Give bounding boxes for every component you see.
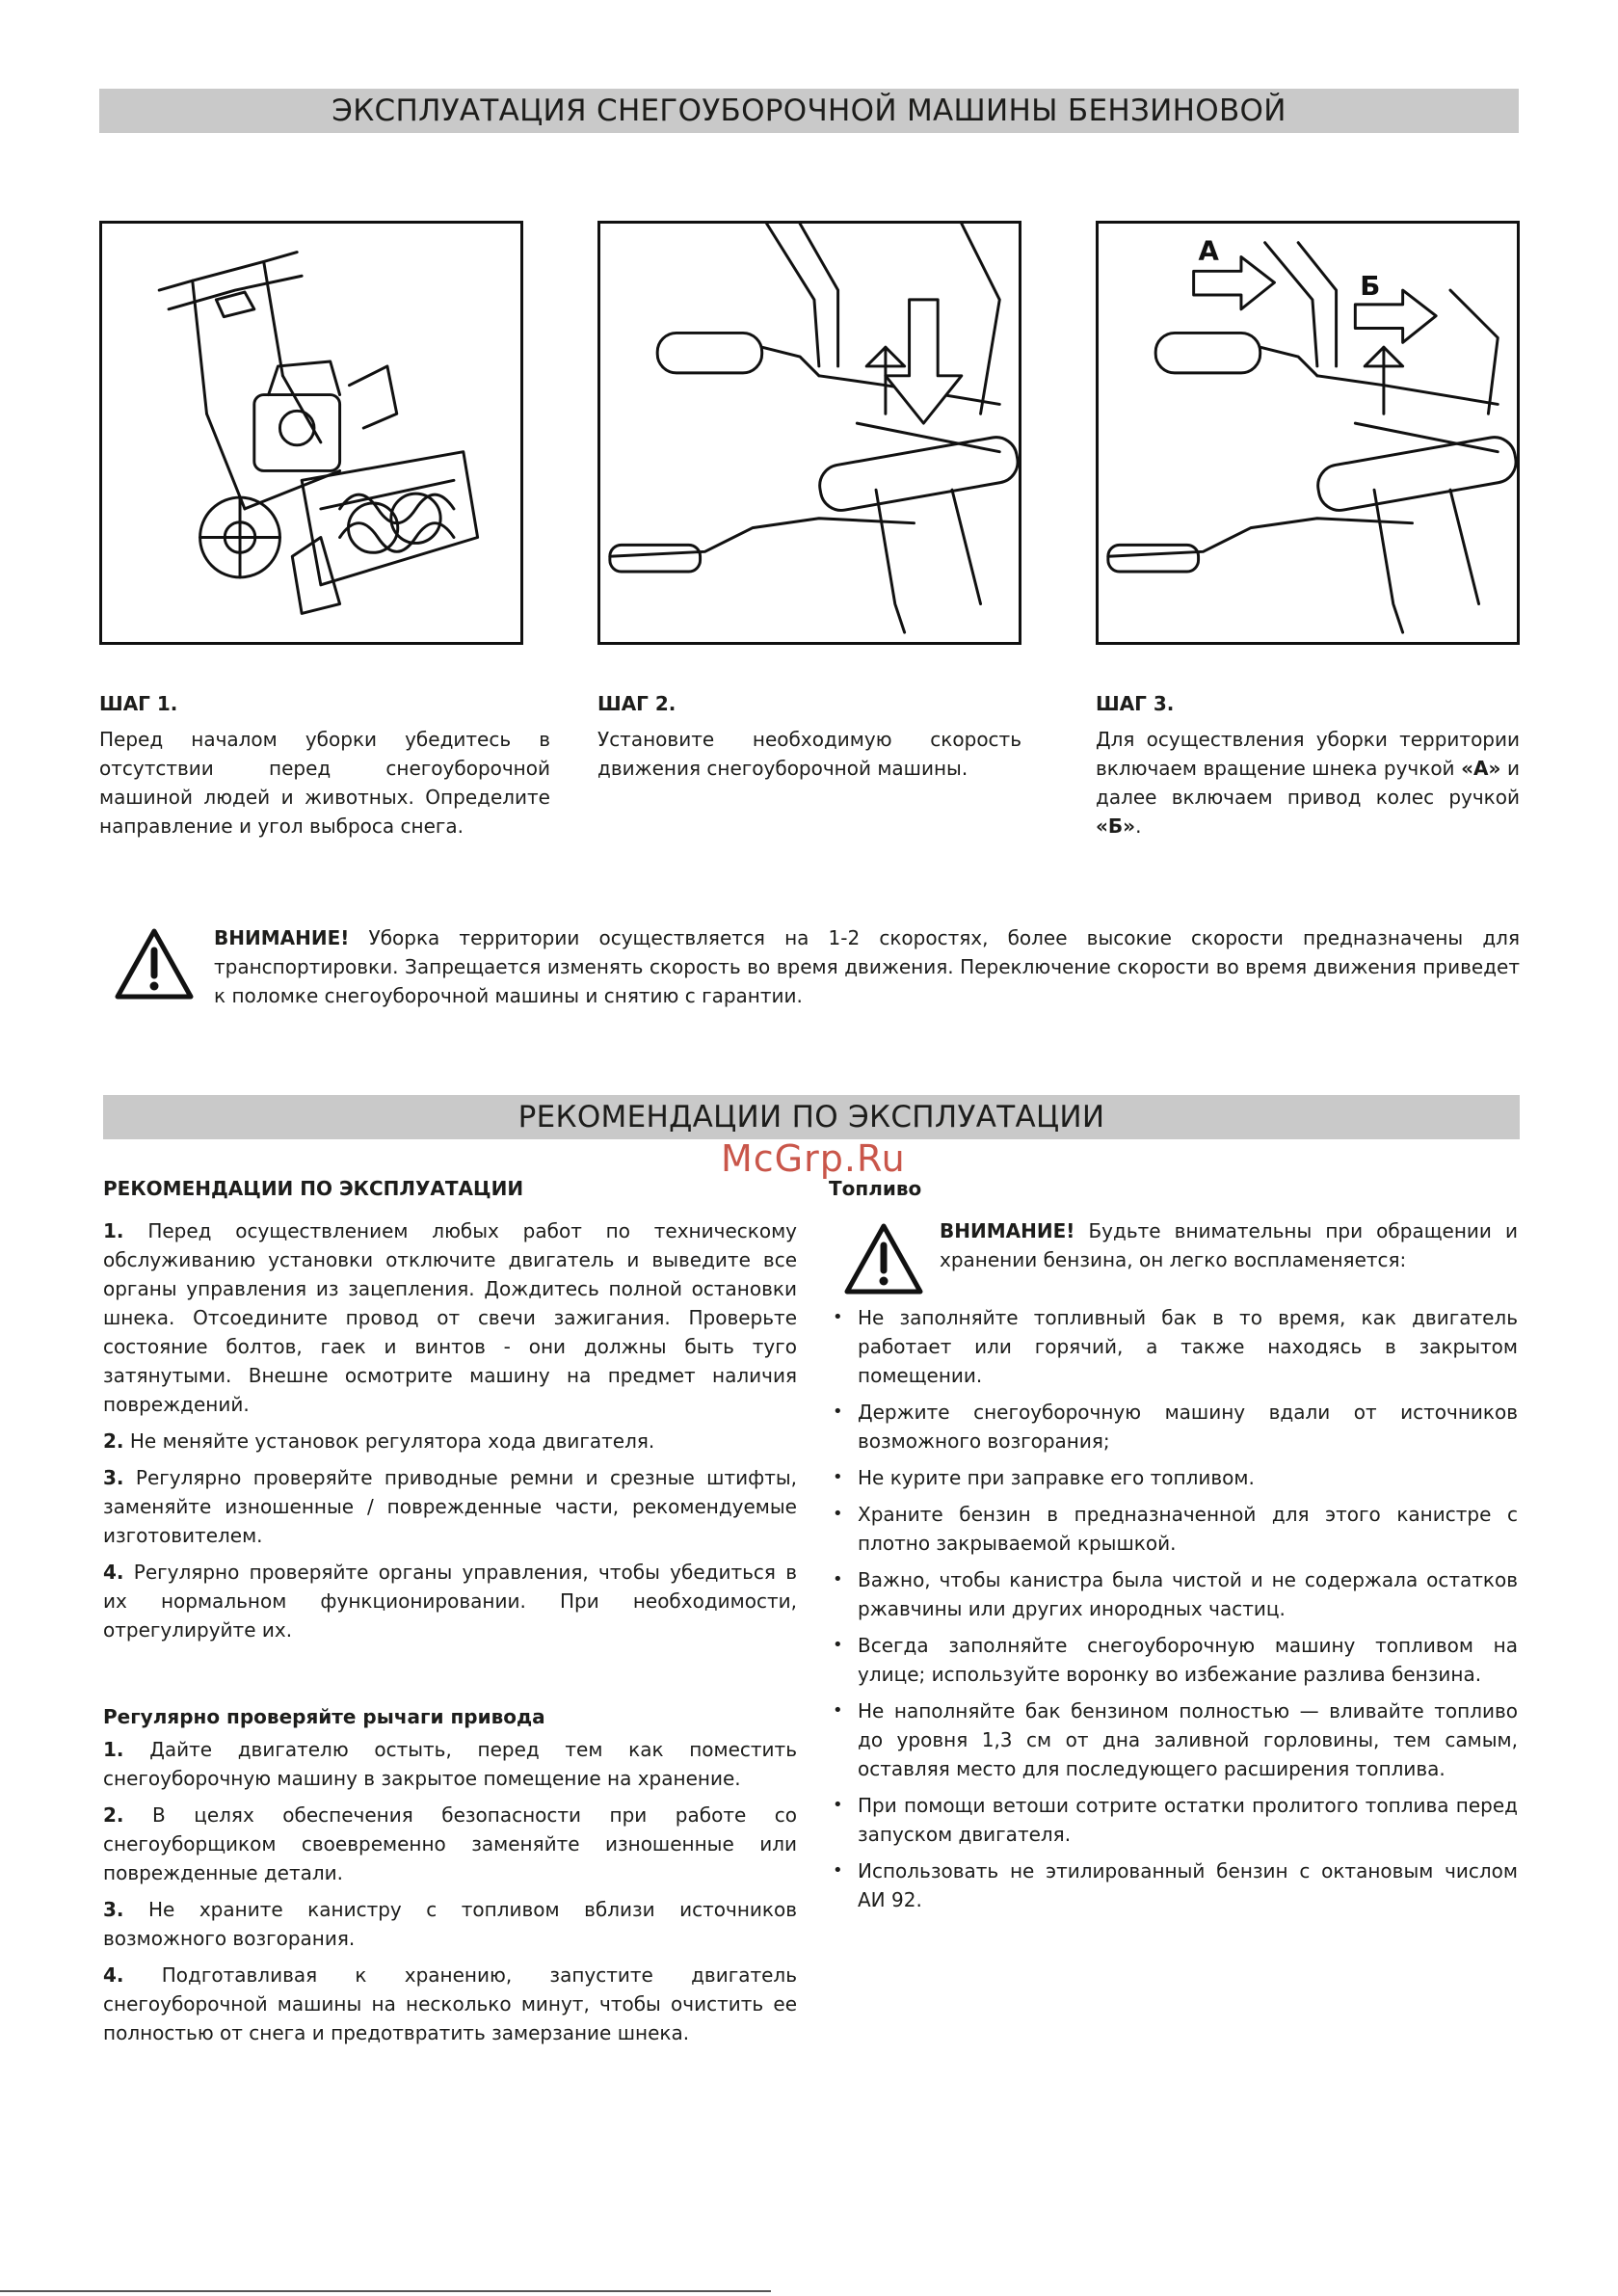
fuel-bullet-1: • Не заполняйте топливный бак в то время, как двигатель работает или горячий, а также находясь в закрытом помещении. [829, 1303, 1518, 1390]
snowblower-illustration [102, 224, 520, 642]
warning-triangle-icon [114, 927, 195, 1001]
figure-step-1-snowblower [99, 221, 523, 645]
fuel-bullet-8: • При помощи ветоши сотрите остатки пролитого топлива перед запуском двигателя. [829, 1791, 1518, 1849]
step-2-text: Установите необходимую скорость движения снегоуборочной машины. [597, 728, 1021, 780]
step-3-text-middle: и далее включаем привод колес ручкой [1096, 757, 1520, 809]
warning-speed-notice [214, 923, 1520, 1010]
figure-label-b: Б [1360, 269, 1381, 302]
figure-label-a: А [1198, 234, 1219, 267]
drive-item-4: 4. Подготавливая к хранению, запустите двигатель снегоуборочной машины на несколько минут, чтобы очистить ее полностью от снега и предотвратить замерзание шнека. [103, 1963, 797, 2044]
recommendation-item-3: 3. Регулярно проверяйте приводные ремни и срезные штифты, заменяйте изношенные / поврежденные части, рекомендуемые изготовителем. [103, 1466, 797, 1547]
fuel-heading: Топливо [829, 1177, 922, 1200]
fuel-warning-text: ВНИМАНИЕ! Будьте внимательны при обращении и хранении бензина, он легко воспламеняется: [940, 1219, 1518, 1271]
drive-item-1: 1. Дайте двигателю остыть, перед тем как поместить снегоуборочную машину в закрытое помещение на хранение. [103, 1738, 797, 1790]
step-2-title: ШАГ 2. [597, 692, 676, 715]
drive-item-2: 2. В целях обеспечения безопасности при работе со снегоуборщиком своевременно заменяйте изношенные или поврежденные детали. [103, 1803, 797, 1884]
fuel-bullet-9: • Использовать не этилированный бензин с октановым числом АИ 92. [829, 1856, 1518, 1914]
right-column [829, 1174, 1518, 1922]
section-header-operation: ЭКСПЛУАТАЦИЯ СНЕГОУБОРОЧНОЙ МАШИНЫ БЕНЗИНОВОЙ [99, 89, 1519, 133]
step-1-text: Перед началом уборки убедитесь в отсутствии перед снегоуборочной машиной людей и животных. Определите направление и угол выброса снега. [99, 728, 550, 838]
step-1-title: ШАГ 1. [99, 692, 178, 715]
fuel-bullet-3: • Не курите при заправке его топливом. [829, 1463, 1518, 1492]
watermark: McGrp.Ru [721, 1137, 906, 1180]
footer-rule [0, 2290, 771, 2292]
drive-item-3: 3. Не храните канистру с топливом вблизи источников возможного возгорания. [103, 1898, 797, 1950]
warning-1-label: ВНИМАНИЕ! [214, 926, 350, 949]
figure-step-3-levers-a-b [1096, 221, 1520, 645]
recommendation-item-1: 1. Перед осуществлением любых работ по техническому обслуживанию установки отключите двигатель и выведите все органы управления из зацепления. Дождитесь полной остановки шнека. Отсоедините провод от свечи зажигания. Проверьте состояние болтов, гаек и винтов - они должны быть туго затянутыми. Внешне осмотрите машину на предмет наличия повреждений. [103, 1219, 797, 1416]
fuel-warning-triangle-icon [843, 1222, 924, 1295]
fuel-bullet-6: • Всегда заполняйте снегоуборочную машину топливом на улице; используйте воронку во избежание разлива бензина. [829, 1631, 1518, 1689]
recommendation-item-2: 2. Не меняйте установок регулятора хода двигателя. [103, 1429, 655, 1453]
lever-a-ref: «А» [1461, 757, 1501, 780]
step-3-text [1096, 725, 1520, 841]
fuel-bullet-7: • Не наполняйте бак бензином полностью — вливайте топливо до уровня 1,3 см от дна заливной горловины, тем самым, оставляя место для последующего расширения топлива. [829, 1696, 1518, 1783]
lever-b-ref: «Б» [1096, 814, 1136, 838]
recommendation-item-4: 4. Регулярно проверяйте органы управления, чтобы убедиться в их нормальном функционировании. При необходимости, отрегулируйте их. [103, 1561, 797, 1642]
step-3-title: ШАГ 3. [1096, 692, 1175, 715]
drive-levers-heading: Регулярно проверяйте рычаги привода [103, 1705, 545, 1728]
fuel-bullet-5: • Важно, чтобы канистра была чистой и не содержала остатков ржавчины или других инородных частиц. [829, 1565, 1518, 1623]
warning-1-text: Уборка территории осуществляется на 1-2 скоростях, более высокие скорости предназначены для транспортировки. Запрещается изменять скорость во время движения. Переключение скорости во время движения приведет к поломке снегоуборочной машины и снятию с гарантии. [214, 926, 1520, 1007]
fuel-bullet-4: • Храните бензин в предназначенной для этого канистре с плотно закрываемой крышкой. [829, 1500, 1518, 1558]
levers-illustration [1099, 224, 1517, 642]
section-header-recommendations: РЕКОМЕНДАЦИИ ПО ЭКСПЛУАТАЦИИ [103, 1095, 1520, 1139]
speed-lever-illustration [600, 224, 1019, 642]
step-3-text-before: Для осуществления уборки территории включаем вращение шнека ручкой [1096, 728, 1520, 780]
figure-step-2-speed-lever [597, 221, 1021, 645]
fuel-bullet-2: • Держите снегоуборочную машину вдали от источников возможного возгорания; [829, 1398, 1518, 1455]
step-3-text-after: . [1135, 814, 1142, 838]
fuel-bullets [829, 1303, 1518, 1914]
left-heading: РЕКОМЕНДАЦИИ ПО ЭКСПЛУАТАЦИИ [103, 1177, 524, 1200]
left-column [103, 1174, 797, 2055]
